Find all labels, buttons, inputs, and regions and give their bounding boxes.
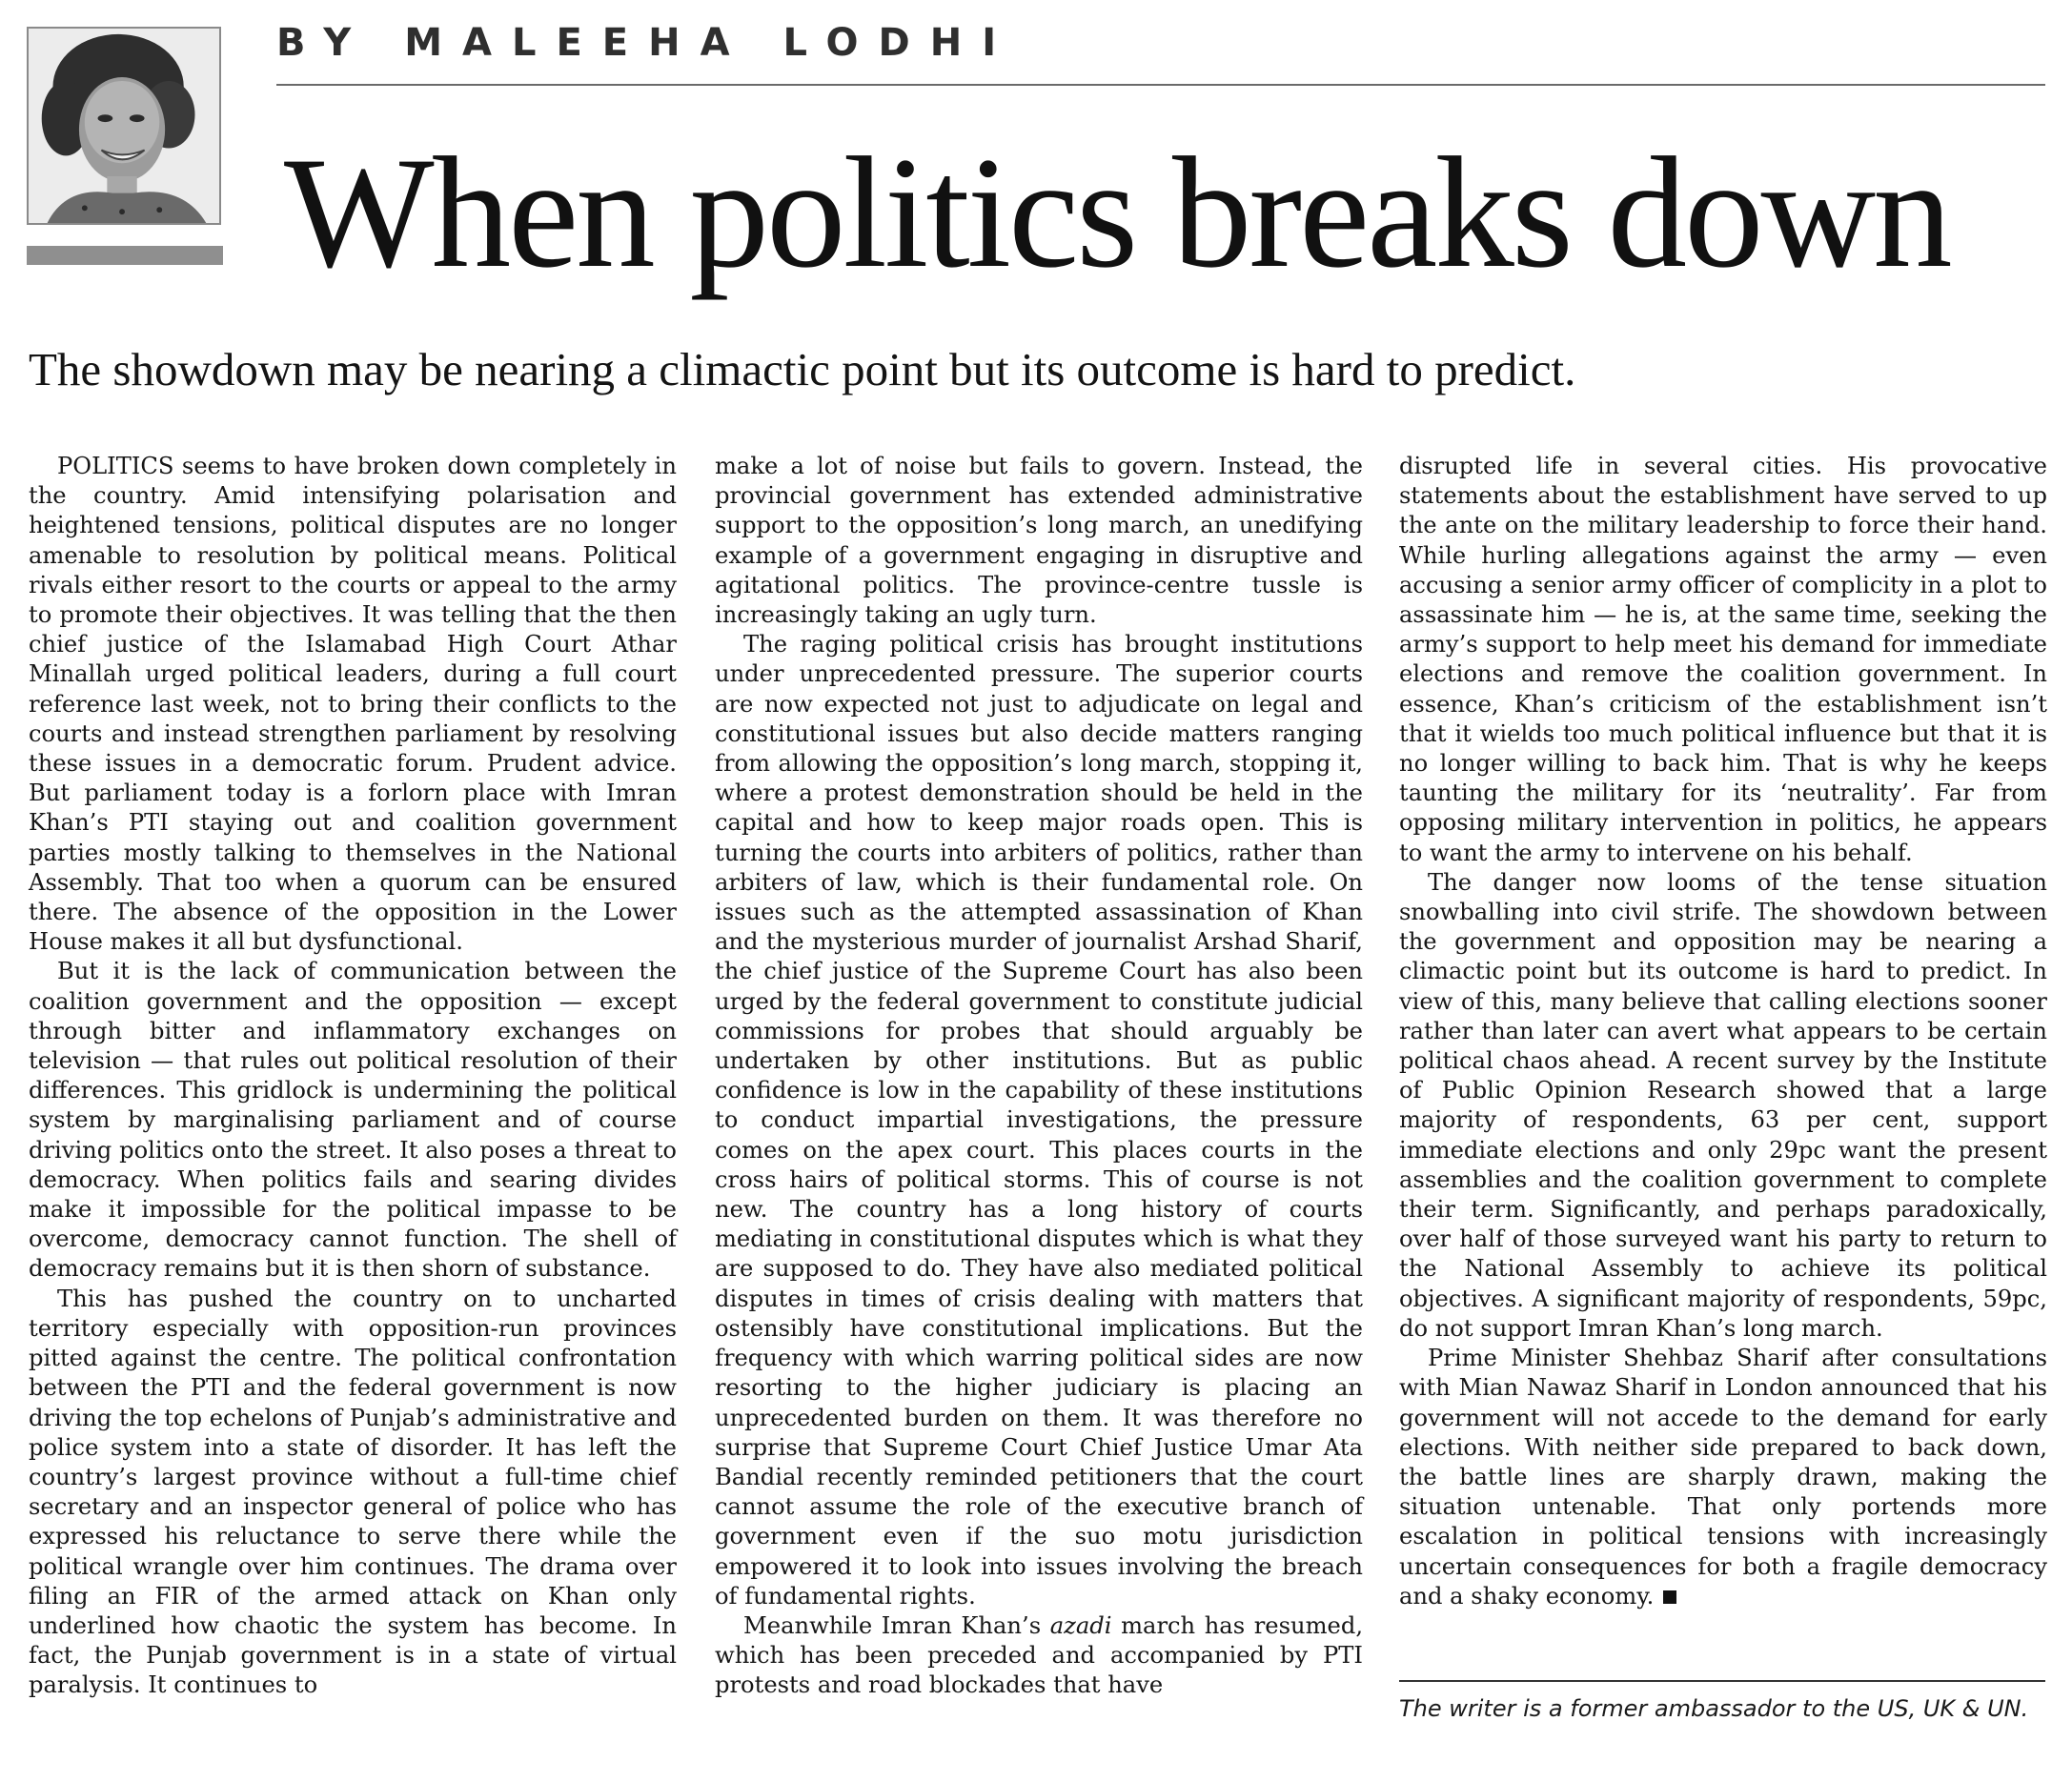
paragraph: This has pushed the country on to uncharted territory especially with opposition-run provinces pitted against the centre. The political confrontation between the PTI and the federal government is now driving the top echelons of Punjab’s administrative and police system into a state of disorder. It has left the country’s largest province without a full-time chief secretary and an inspector general of police who has expressed his reluctance to serve there while the political wrangle over him continues. The drama over filing an FIR of the armed attack on Khan only underlined how chaotic the system has become. In fact, the Punjab government is in a state of virtual paralysis. It continues to bbox=[29, 1285, 677, 1699]
byline-rule bbox=[276, 84, 2045, 86]
byline: BY MALEEHA LODHI bbox=[276, 21, 1017, 65]
headline: When politics breaks down bbox=[284, 125, 1950, 301]
paragraph-continuation: make a lot of noise but fails to govern. Instead, the provincial government has extended administrative support to the opposition’s long march, an unedifying example of a government engaging in disruptive and agitational politics. The province-centre tussle is increasingly taking an ugly turn. bbox=[715, 453, 1363, 629]
paragraph-text: march has resumed, which has been preceded and accompanied by PTI protests and road blockades that have bbox=[715, 1611, 1364, 1699]
standfirst: The showdown may be nearing a climactic point but its outcome is hard to predict. bbox=[29, 343, 1576, 395]
paragraph: The raging political crisis has brought institutions under unprecedented pressure. The superior courts are now expected not just to adjudicate on legal and constitutional issues but also decide matters ranging from allowing the opposition’s long march, stopping it, where a protest demonstration should be held in the capital and how to keep major roads open. This is turning the courts into arbiters of politics, rather than arbiters of law, which is their fundamental role. On issues such as the attempted assassination of Khan and the mysterious murder of journalist Arshad Sharif, the chief justice of the Supreme Court has also been urged by the federal government to constitute judicial commissions for probes that should arguably be undertaken by other institutions. But as public confidence is low in the capability of these institutions to conduct impartial investigations, the pressure comes on the apex court. This places courts in the cross hairs of political storms. This of course is not new. The country has a long history of courts mediating in constitutional disputes which is what they are supposed to do. They have also mediated political disputes in times of crisis dealing with matters that ostensibly have constitutional implications. But the frequency with which warring political sides are now resorting to the higher judiciary is placing an unprecedented burden on them. It was therefore no surprise that Supreme Court Chief Justice Umar Ata Bandial recently reminded petitioners that the court cannot assume the role of the executive branch of government even if the suo motu jurisdiction empowered it to look into issues involving the breach of fundamental rights. bbox=[715, 631, 1363, 1610]
writer-note: The writer is a former ambassador to the US, UK & UN. bbox=[1399, 1695, 2029, 1722]
end-mark-icon bbox=[1663, 1590, 1676, 1604]
article-column-2 bbox=[715, 452, 1363, 1701]
paragraph bbox=[1399, 1344, 2047, 1611]
paragraph-text: Prime Minister Shehbaz Sharif after consultations with Mian Nawaz Sharif in London announced that his government will not accede to the demand for early elections. With neither side prepared to back down, the battle lines are sharply drawn, making the situation untenable. That only portends more escalation in political tensions with increasingly uncertain consequences for both a fragile democracy and a shaky economy. bbox=[1399, 1345, 2047, 1610]
article-column-3 bbox=[1399, 452, 2047, 1611]
author-photo bbox=[27, 27, 221, 225]
paragraph: But it is the lack of communication between the coalition government and the opposition — except through bitter and inflammatory exchanges on television — that rules out political resolution of their differences. This gridlock is undermining the political system by marginalising parliament and of course driving politics onto the street. It also poses a threat to democracy. When politics fails and searing divides make it impossible for the political impasse to be overcome, democracy cannot function. The shell of democracy remains but it is then shorn of substance. bbox=[29, 958, 677, 1283]
article-column-1 bbox=[29, 452, 677, 1701]
italic-term: azadi bbox=[1049, 1611, 1112, 1639]
paragraph: The danger now looms of the tense situation snowballing into civil strife. The showdown between the government and opposition may be nearing a climactic point but its outcome is hard to predict. In view of this, many believe that calling elections sooner rather than later can avert what appears to be certain political chaos ahead. A recent survey by the Institute of Public Opinion Research showed that a large majority of respondents, 63 per cent, support immediate elections and only 29pc want the present assemblies and the coalition government to complete their term. Significantly, and perhaps paradoxically, over half of those surveyed want his party to return to the National Assembly to achieve its political objectives. A significant majority of respondents, 59pc, do not support Imran Khan’s long march. bbox=[1399, 868, 2047, 1342]
paragraph-continuation: disrupted life in several cities. His provocative statements about the establishment have served to up the ante on the military leadership to force their hand. While hurling allegations against the army — even accusing a senior army officer of complicity in a plot to assassinate him — he is, at the same time, seeking the army’s support to help meet his demand for immediate elections and remove the coalition government. In essence, Khan’s criticism of the establishment isn’t that it wields too much political influence but that it is no longer willing to back him. That is why he keeps taunting the military for its ‘neutrality’. Far from opposing military intervention in politics, he appears to want the army to intervene on his behalf. bbox=[1399, 453, 2047, 866]
photo-underbar bbox=[27, 246, 223, 265]
paragraph: POLITICS seems to have broken down completely in the country. Amid intensifying polarisation and heightened tensions, political disputes are no longer amenable to resolution by political means. Political rivals either resort to the courts or appeal to the army to promote their objectives. It was telling that the then chief justice of the Islamabad High Court Athar Minallah urged political leaders, during a full court reference last week, not to bring their conflicts to the courts and instead strengthen parliament by resolving these issues in a democratic forum. Prudent advice. But parliament today is a forlorn place with Imran Khan’s PTI staying out and coalition government parties mostly talking to themselves in the National Assembly. That too when a quorum can be ensured there. The absence of the opposition in the Lower House makes it all but dysfunctional. bbox=[29, 453, 677, 956]
paragraph-text: Meanwhile Imran Khan’s bbox=[743, 1611, 1050, 1639]
author-portrait-icon bbox=[29, 29, 219, 223]
writer-note-rule bbox=[1399, 1680, 2045, 1682]
paragraph bbox=[715, 1611, 1363, 1701]
